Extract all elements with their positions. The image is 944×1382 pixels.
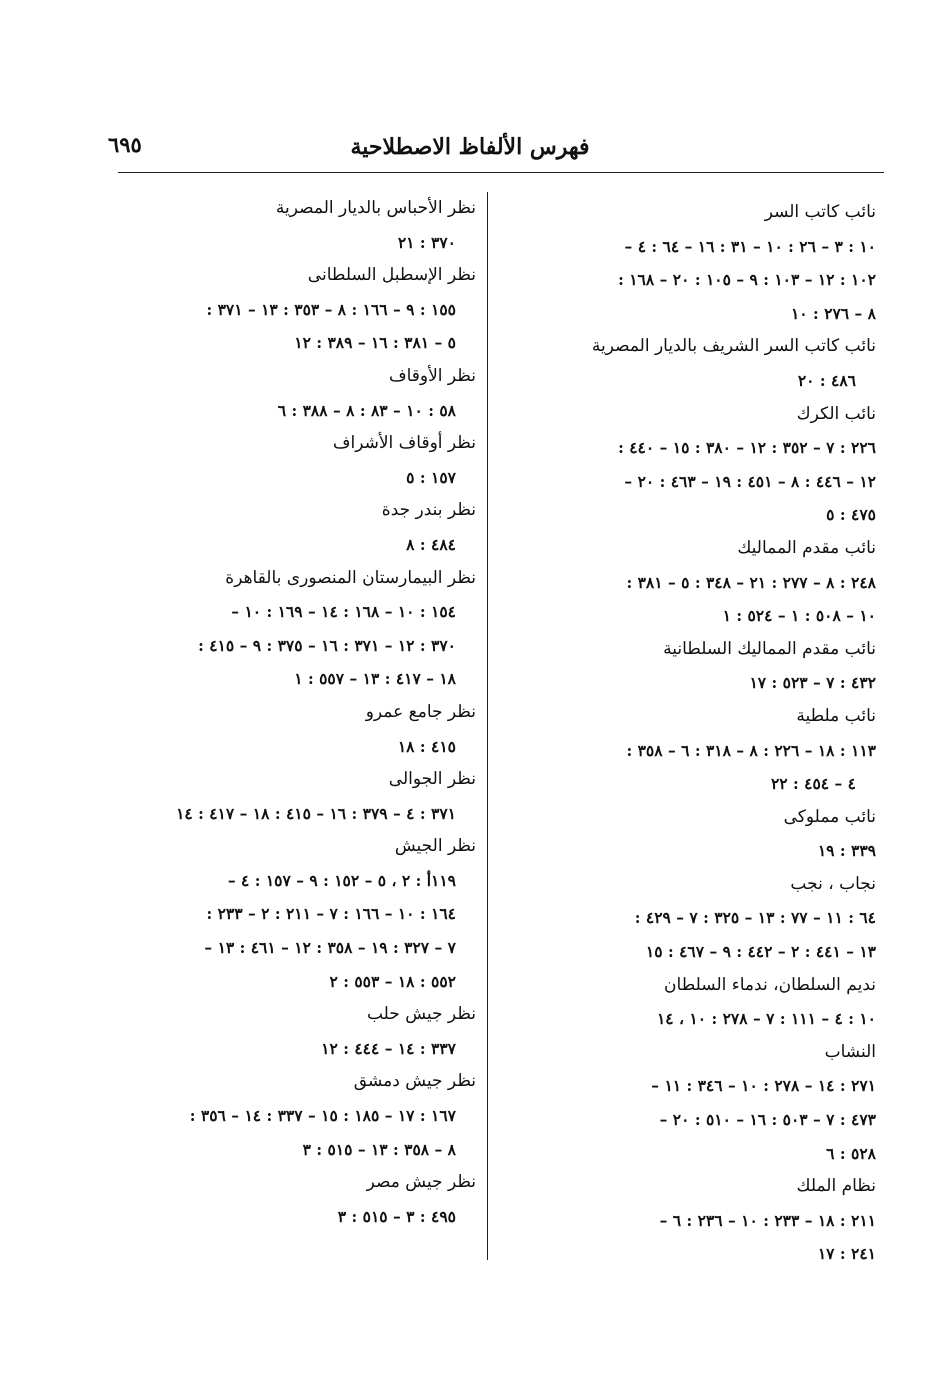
index-term: نائب مملوكى (783, 806, 876, 827)
page-number: ٦٩٥ (108, 132, 142, 157)
page-references: ٨ – ٣٥٨ : ١٣ – ٥١٥ : ٣ (302, 1139, 456, 1159)
page-references: ١٨ – ٤١٧ : ١٣ – ٥٥٧ : ١ (294, 669, 456, 689)
index-term: نجاب ، نجب (790, 873, 876, 894)
index-column-left (100, 192, 476, 1233)
index-term: نائب كاتب السر (764, 202, 876, 222)
page-references: ٢٧١ : ١٤ – ٢٧٨ : ١٠ – ٣٤٦ : ١١ – (651, 1076, 876, 1096)
page-references: ٣٧١ : ٤ – ٣٧٩ : ١٦ – ٤١٥ : ١٨ – ٤١٧ : ١٤ (176, 803, 456, 823)
index-term: النشاب (824, 1041, 876, 1062)
page-references: ٧ – ٣٢٧ : ١٩ – ٣٥٨ : ١٢ – ٤٦١ : ١٣ – (204, 938, 456, 958)
page-references: ١٥٥ : ٩ – ١٦٦ : ٨ – ٣٥٣ : ١٣ – ٣٧١ : (206, 299, 456, 319)
page-references: ١٠٢ : ١٢ – ١٠٣ : ٩ – ١٠٥ : ٢٠ – ١٦٨ : (618, 270, 876, 290)
index-term: نائب الكرك (796, 403, 876, 424)
page-references: ١٦٧ : ١٧ – ١٨٥ : ١٥ – ٣٣٧ : ١٤ – ٣٥٦ : (189, 1106, 456, 1126)
page-references: ١٠ – ٥٠٨ : ١ – ٥٢٤ : ١ (722, 606, 876, 626)
page-references: ٨ – ٢٧٦ : ١٠ (790, 303, 876, 323)
page-references: ١٠ : ٣ – ٢٦ : ١٠ – ٣١ : ١٦ – ٦٤ : ٤ – (624, 236, 876, 256)
index-term: نظر جيش حلب (366, 1004, 476, 1025)
page-references: ١٣ – ٤٤١ : ٢ – ٤٤٢ : ٩ – ٤٦٧ : ١٥ (645, 942, 876, 962)
page-references: ١٥٧ : ٥ (406, 467, 456, 487)
index-term: نائب ملطية (796, 705, 876, 726)
index-term: نظر أوقاف الأشراف (332, 433, 476, 454)
index-term: نظر الجوالى (388, 769, 476, 790)
page-references: ٤٨٦ : ٢٠ (797, 370, 856, 390)
page-references: ١٢ – ٤٤٦ : ٨ – ٤٥١ : ١٩ – ٤٦٣ : ٢٠ – (624, 471, 876, 491)
page-references: ٤٩٥ : ٣ – ٥١٥ : ٣ (337, 1206, 456, 1226)
index-term: نائب مقدم المماليك السلطانية (663, 638, 876, 659)
page-references: ٤٧٥ : ٥ (826, 505, 876, 525)
page-references: ٤٨٤ : ٨ (406, 534, 456, 554)
page-references: ٢١١ : ١٨ – ٢٣٣ : ١٠ – ٢٣٦ : ٦ – (659, 1210, 876, 1230)
page-references: ٥ – ٣٨١ : ١٦ – ٣٨٩ : ١٢ (294, 333, 456, 353)
index-term: نظر الجيش (394, 836, 476, 857)
index-term: نائب كاتب السر الشريف بالديار المصرية (591, 336, 876, 357)
index-term: نظام الملك (796, 1176, 876, 1197)
index-column-right (510, 196, 876, 1271)
page-references: ١٦٤ : ١٠ – ١٦٦ : ٧ – ٢١١ : ٢ – ٢٣٣ : (206, 904, 456, 924)
page-references: ٣٣٧ : ١٤ – ٤٤٤ : ١٢ (321, 1038, 456, 1058)
column-divider (487, 192, 488, 1260)
index-term: نظر الأوقاف (388, 365, 476, 386)
page-references: ٥٥٢ : ١٨ – ٥٥٣ : ٢ (329, 971, 456, 991)
page-references: ٤٣٢ : ٧ – ٥٢٣ : ١٧ (749, 673, 876, 693)
page-references: ٣٧٠ : ٢١ (397, 232, 456, 252)
header-rule (118, 172, 884, 173)
index-term: نظر جيش مصر (366, 1172, 476, 1193)
index-term: نظر الأحباس بالديار المصرية (275, 198, 476, 218)
page-references: ٥٢٨ : ٦ (826, 1143, 876, 1163)
page-references: ٢٢٦ : ٧ – ٣٥٢ : ١٢ – ٣٨٠ : ١٥ – ٤٤٠ : (618, 438, 876, 458)
page-title: فهرس الألفاظ الاصطلاحية (350, 134, 590, 160)
index-term: نظر جيش دمشق (353, 1071, 476, 1092)
page-references: ٦٤ : ١١ – ٧٧ : ١٣ – ٣٢٥ : ٧ – ٤٢٩ : (634, 908, 876, 928)
page-references: ٢٤١ : ١٧ (817, 1244, 876, 1264)
page-references: ٥٨ : ١٠ – ٨٣ : ٨ – ٣٨٨ : ٦ (277, 400, 456, 420)
index-term: نظر البيمارستان المنصورى بالقاهرة (225, 567, 476, 588)
page-references: ١٠ : ٤ – ١١١ : ٧ – ٢٧٨ : ١٠ ، ١٤ (656, 1009, 876, 1029)
index-term: نائب مقدم المماليك (737, 537, 876, 558)
page-references: ١١٩أ : ٢ ، ٥ – ١٥٢ : ٩ – ١٥٧ : ٤ – (227, 870, 456, 890)
index-term: نديم السلطان، ندماء السلطان (664, 974, 876, 995)
index-term: نظر الإسطبل السلطانى (307, 265, 476, 286)
page-references: ٣٧٠ : ١٢ – ٣٧١ : ١٦ – ٣٧٥ : ٩ – ٤١٥ : (198, 635, 456, 655)
page-references: ٤١٥ : ١٨ (397, 736, 456, 756)
page-references: ١٥٤ : ١٠ – ١٦٨ : ١٤ – ١٦٩ : ١٠ – (231, 602, 456, 622)
page-references: ١١٣ : ١٨ – ٢٢٦ : ٨ – ٣١٨ : ٦ – ٣٥٨ : (626, 740, 876, 760)
index-term: نظر بندر جدة (381, 500, 476, 521)
page-references: ٢٤٨ : ٨ – ٢٧٧ : ٢١ – ٣٤٨ : ٥ – ٣٨١ : (626, 572, 876, 592)
page-references: ٤٧٣ : ٧ – ٥٠٣ : ١٦ – ٥١٠ : ٢٠ – (659, 1110, 876, 1130)
page-references: ٣٣٩ : ١٩ (817, 841, 876, 861)
page-references: ٤ – ٤٥٤ : ٢٢ (770, 774, 856, 794)
index-term: نظر جامع عمرو (365, 701, 476, 722)
